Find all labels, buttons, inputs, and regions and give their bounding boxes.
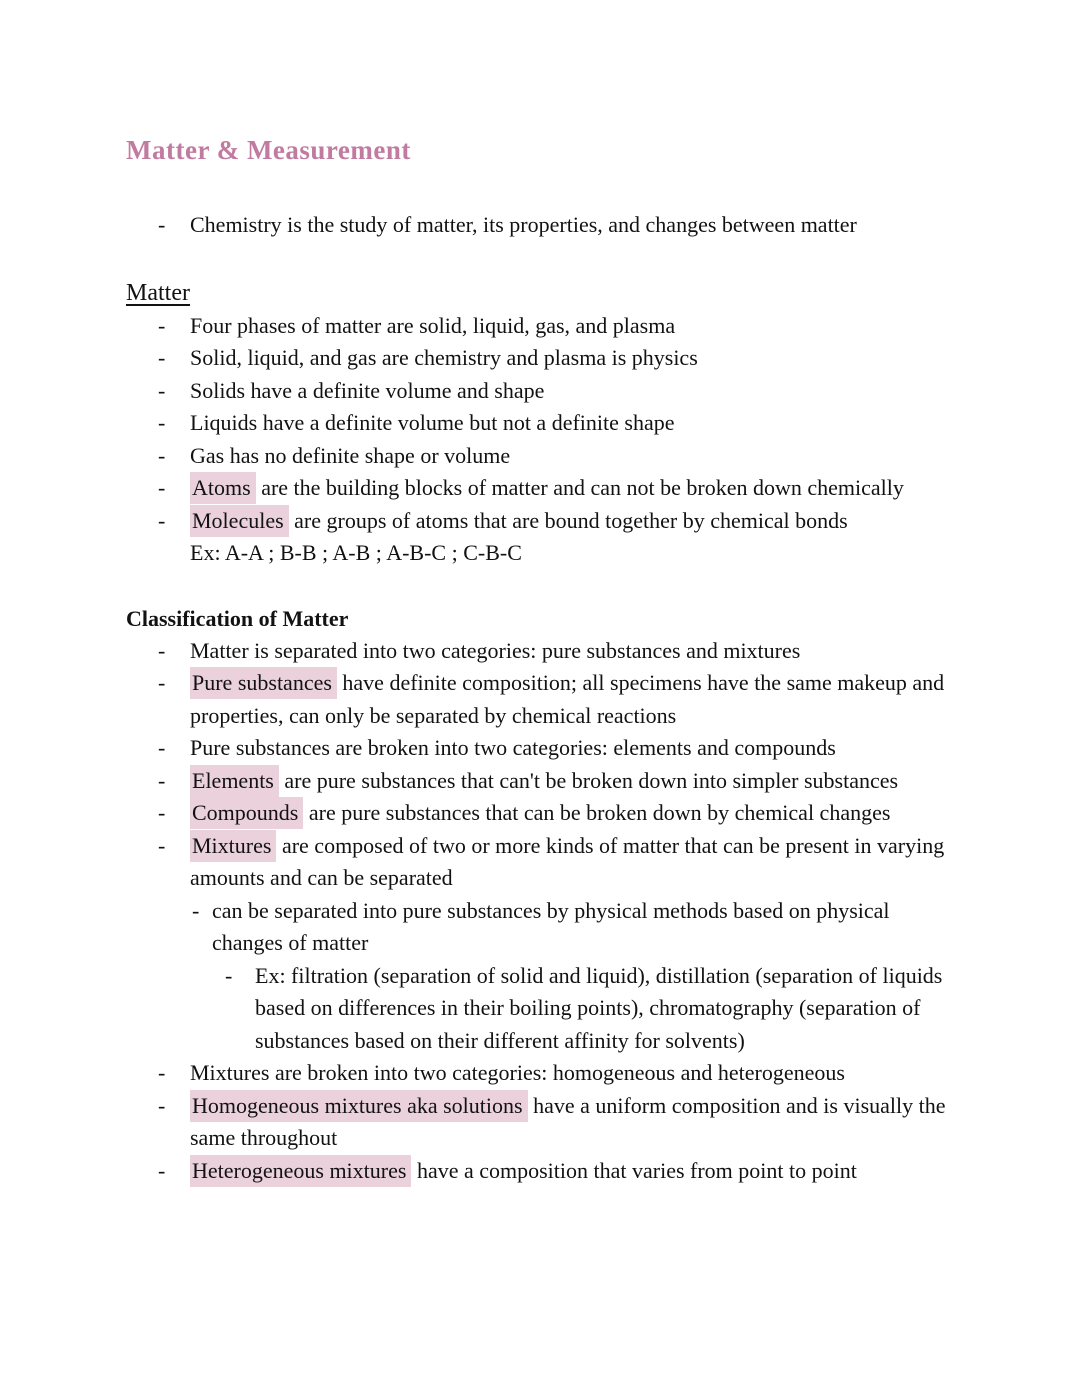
section-list	[126, 310, 954, 570]
bullet-dash: -	[158, 442, 166, 468]
highlighted-term: Mixtures	[190, 830, 276, 862]
bullet-spacer	[158, 537, 190, 570]
bullet-dash: -	[158, 377, 166, 403]
page-title: Matter & Measurement	[126, 135, 411, 165]
list-item	[126, 472, 954, 505]
list-item	[126, 1090, 954, 1155]
item-text: Gas has no definite shape or volume	[190, 442, 511, 468]
list-item	[126, 830, 954, 895]
bullet-dash: -	[158, 800, 166, 825]
item-text: Mixtures are broken into two categories: homogeneous and heterogeneous	[190, 1060, 845, 1085]
item-text: Elements are pure substances that can't be broken down into simpler substances	[190, 765, 954, 798]
item-text: Liquids have a definite volume but not a definite shape	[190, 410, 675, 435]
item-text: Four phases of matter are solid, liquid, gas, and plasma	[190, 312, 676, 338]
item-text: Molecules are groups of atoms that are bound together by chemical bonds	[190, 505, 954, 538]
list-item	[126, 537, 954, 570]
bullet-dash: -	[158, 1060, 166, 1085]
bullet-dash: -	[158, 832, 166, 858]
list-item	[126, 407, 954, 440]
list-item	[126, 895, 954, 960]
intro-list	[126, 209, 954, 242]
list-item	[126, 765, 954, 798]
item-text: Chemistry is the study of matter, its properties, and changes between matter	[190, 212, 857, 237]
list-item	[126, 342, 954, 375]
list-item	[126, 1057, 954, 1090]
section-heading-classification-of-matter: Classification of Matter	[126, 605, 349, 631]
item-text: Homogeneous mixtures aka solutions have a uniform composition and is visually the same throughout	[190, 1090, 954, 1155]
bullet-dash: -	[158, 507, 166, 533]
highlighted-term: Elements	[190, 765, 279, 797]
bullet-dash: -	[158, 735, 166, 760]
highlighted-term: Atoms	[190, 472, 256, 504]
list-item	[126, 440, 954, 473]
item-text: Ex: filtration (separation of solid and liquid), distillation (separation of liquids based on differences in their boiling points), chromatography (separation of substances based on their different affinity for solvents)	[255, 962, 943, 1053]
item-text: Ex: A-A ; B-B ; A-B ; A-B-C ; C-B-C	[190, 540, 522, 565]
document-sections	[126, 278, 954, 1188]
item-text: can be separated into pure substances by physical methods based on physical changes of matter	[212, 897, 890, 955]
highlighted-term: Molecules	[190, 505, 289, 537]
bullet-dash: -	[158, 637, 166, 663]
list-item	[126, 635, 954, 668]
highlighted-term: Compounds	[190, 797, 303, 829]
item-text: Solid, liquid, and gas are chemistry and plasma is physics	[190, 345, 698, 370]
section-list	[126, 635, 954, 1188]
bullet-dash: -	[158, 670, 166, 695]
item-text: Compounds are pure substances that can be broken down by chemical changes	[190, 797, 954, 830]
list-item	[126, 505, 954, 538]
section-heading-matter: Matter	[126, 279, 190, 306]
bullet-dash: -	[158, 1157, 166, 1183]
bullet-dash: -	[192, 897, 200, 923]
bullet-dash: -	[225, 962, 233, 988]
list-item	[126, 1155, 954, 1188]
bullet-dash: -	[158, 212, 166, 237]
list-item	[126, 797, 954, 830]
bullet-dash: -	[158, 410, 166, 435]
item-text: Matter is separated into two categories: pure substances and mixtures	[190, 637, 801, 663]
list-item	[126, 310, 954, 343]
item-text: Pure substances are broken into two categories: elements and compounds	[190, 735, 836, 760]
list-item	[126, 732, 954, 765]
item-text: Solids have a definite volume and shape	[190, 377, 545, 403]
list-item	[126, 209, 954, 242]
bullet-dash: -	[158, 345, 166, 370]
highlighted-term: Heterogeneous mixtures	[190, 1155, 411, 1187]
list-item	[126, 960, 954, 1058]
list-item	[126, 375, 954, 408]
item-text: Heterogeneous mixtures have a composition that varies from point to point	[190, 1155, 954, 1188]
highlighted-term: Pure substances	[190, 667, 337, 699]
bullet-dash: -	[158, 312, 166, 338]
bullet-dash: -	[158, 475, 166, 500]
bullet-dash: -	[158, 1092, 166, 1118]
item-text: Pure substances have definite composition; all specimens have the same makeup and properties, can only be separated by chemical reactions	[190, 667, 954, 732]
highlighted-term: Homogeneous mixtures aka solutions	[190, 1090, 528, 1122]
list-item	[126, 667, 954, 732]
bullet-dash: -	[158, 767, 166, 793]
item-text: Mixtures are composed of two or more kinds of matter that can be present in varying amounts and can be separated	[190, 830, 954, 895]
item-text: Atoms are the building blocks of matter and can not be broken down chemically	[190, 472, 954, 505]
